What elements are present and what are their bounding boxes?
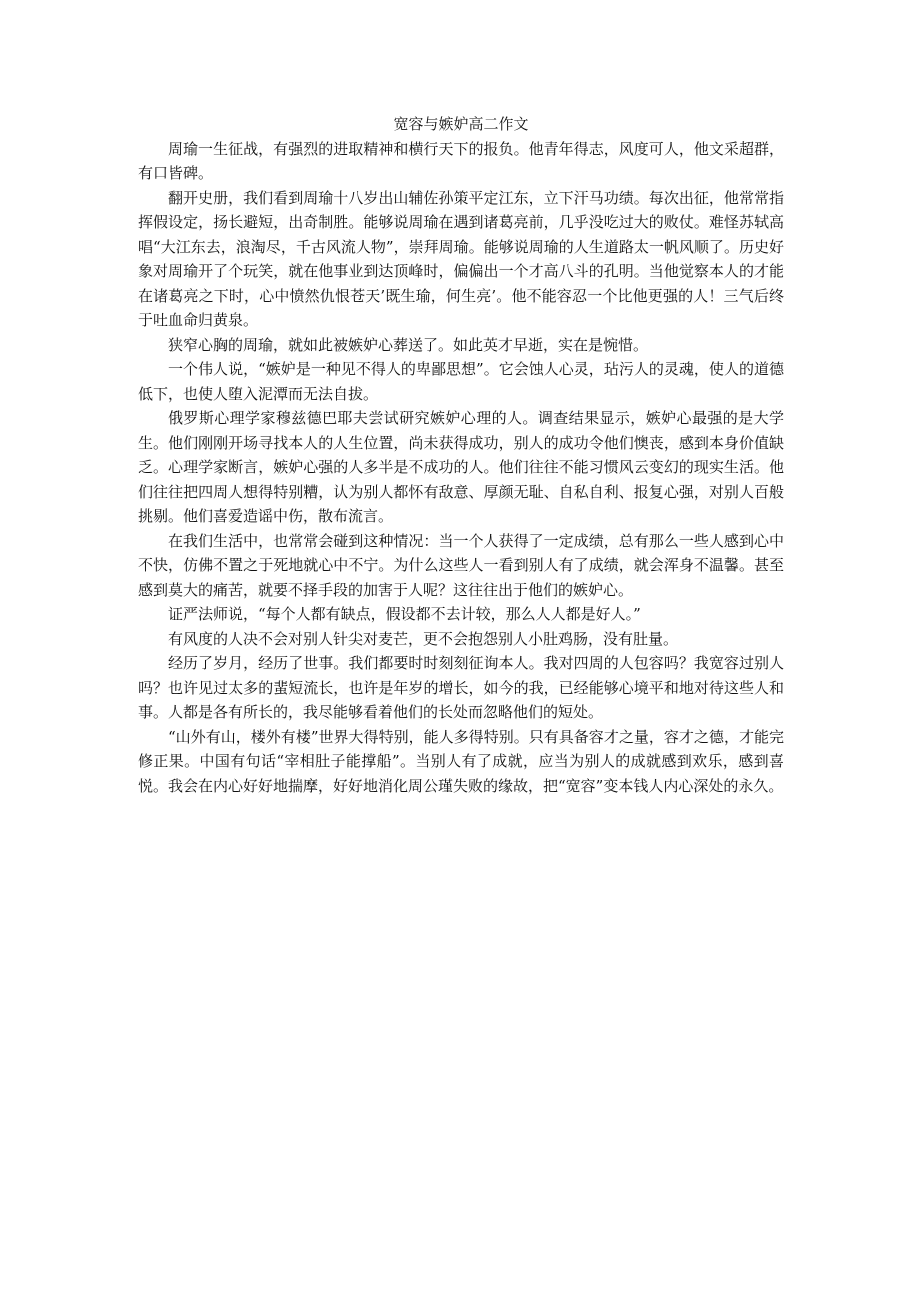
paragraph-7: 证严法师说，“每个人都有缺点，假设都不去计较，那么人人都是好人。” <box>168 605 641 623</box>
paragraph-4: 一个伟人说，“嫉妒是一种见不得人的卑鄙思想”。它会蚀人心灵，玷污人的灵魂，使人的道德低下，也使人堕入泥潭而无法自拔。 <box>138 360 784 403</box>
paragraph-3: 狭窄心胸的周瑜，就如此被嫉妒心葬送了。如此英才早逝，实在是惋惜。 <box>168 335 649 354</box>
paragraph-10: “山外有山，楼外有楼”世界大得特别，能人多得特别。只有具备容才之量，容才之德，才能完修正果。中国有句话“宰相肚子能撑船”。当别人有了成就，应当为别人的成就感到欢乐，感到喜悦。我会在内心好好地揣摩，好好地消化周公瑾失败的缘故，把“宽容”变本钱人内心深处的永久。 <box>138 727 784 795</box>
paragraph-1: 周瑜一生征战，有强烈的进取精神和横行天下的报负。他青年得志，风度可人，他文采超群，有口皆碑。 <box>138 139 784 182</box>
paragraph-9: 经历了岁月，经历了世事。我们都要时时刻刻征询本人。我对四周的人包容吗？我宽容过别人吗？也许见过太多的蜚短流长，也许是年岁的增长，如今的我，已经能够心境平和地对待这些人和事。人都是各有所长的，我尽能够看着他们的长处而忽略他们的短处。 <box>138 654 784 721</box>
document-title: 宽容与嫉妒高二作文 <box>393 115 529 133</box>
paragraph-6: 在我们生活中，也常常会碰到这种情况：当一个人获得了一定成绩，总有那么一些人感到心中不快，仿佛不置之于死地就心中不宁。为什么这些人一看到别人有了成绩，就会浑身不温馨。甚至感到莫大的痛苦，就要不择手段的加害于人呢？这往往出于他们的嫉妒心。 <box>138 531 784 599</box>
paragraph-5: 俄罗斯心理学家穆兹德巴耶夫尝试研究嫉妒心理的人。调查结果显示，嫉妒心最强的是大学生。他们刚刚开场寻找本人的人生位置，尚未获得成功，别人的成功令他们懊丧，感到本身价值缺乏。心理学家断言，嫉妒心强的人多半是不成功的人。他们往往不能习惯风云变幻的现实生活。他们往往把四周人想得特别糟，认为别人都怀有敌意、厚颜无耻、自私自利、报复心强，对别人百般挑剔。他们喜爱造谣中伤，散布流言。 <box>138 409 784 525</box>
document-page <box>138 112 784 798</box>
paragraph-8: 有风度的人决不会对别人针尖对麦芒，更不会抱怨别人小肚鸡肠，没有肚量。 <box>168 629 679 648</box>
paragraph-2: 翻开史册，我们看到周瑜十八岁出山辅佐孙策平定江东，立下汗马功绩。每次出征，他常常指挥假设定，扬长避短，出奇制胜。能够说周瑜在遇到诸葛亮前，几乎没吃过大的败仗。难怪苏轼高唱“大江东去，浪淘尽，千古风流人物”，崇拜周瑜。能够说周瑜的人生道路太一帆风顺了。历史好象对周瑜开了个玩笑，就在他事业到达顶峰时，偏偏出一个才高八斗的孔明。当他觉察本人的才能在诸葛亮之下时，心中愤然仇恨苍天’既生瑜，何生亮’。他不能容忍一个比他更强的人！三气后终于吐血命归黄泉。 <box>138 188 784 329</box>
